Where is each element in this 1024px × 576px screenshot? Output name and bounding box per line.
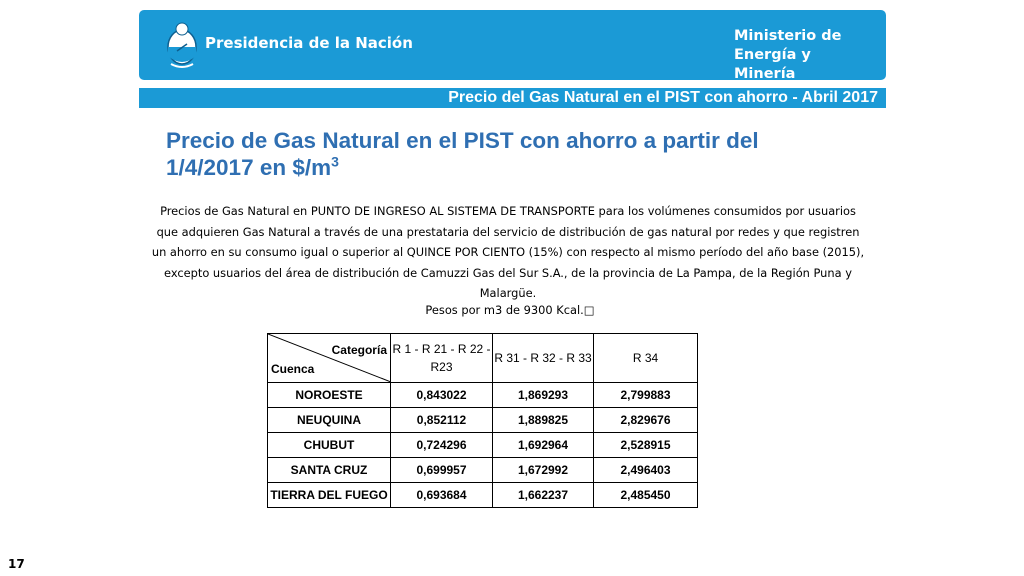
page-title: [166, 127, 846, 181]
header-banner: [139, 10, 886, 80]
price-cell: 1,672992: [493, 458, 594, 483]
units-note: Pesos por m3 de 9300 Kcal.□: [425, 303, 595, 317]
ministry-line-2: Energía y Minería: [734, 47, 811, 82]
price-cell: 1,662237: [493, 483, 594, 508]
price-cell: 1,692964: [493, 433, 594, 458]
subtitle-text: Precio del Gas Natural en el PIST con ahorro - Abril 2017: [448, 89, 878, 106]
price-cell: 0,852112: [391, 408, 493, 433]
table-header-row: [268, 334, 698, 383]
ministry-line-1: Ministerio de: [734, 28, 842, 44]
column-header: R 1 - R 21 - R 22 - R23: [391, 334, 493, 383]
subtitle-bar: [139, 88, 886, 108]
price-cell: 0,843022: [391, 383, 493, 408]
price-cell: 0,699957: [391, 458, 493, 483]
basin-cell: SANTA CRUZ: [268, 458, 391, 483]
table-corner-cell: [268, 334, 391, 383]
table-row: [268, 433, 698, 458]
description-paragraph: Precios de Gas Natural en PUNTO DE INGRESO AL SISTEMA DE TRANSPORTE para los volúmenes consumidos por usuarios que adquieren Gas Natural a través de una prestataria del servicio de distribución de gas natural por redes y que registren un ahorro en su consumo igual o superior al QUINCE POR CIENTO (15%) con respecto al mismo período del año base (2015), excepto usuarios del área de distribución de Camuzzi Gas del Sur S.A., de la provincia de La Pampa, de la Región Puna y Malargüe.: [151, 204, 865, 300]
column-header: R 34: [594, 334, 698, 383]
table-row: [268, 483, 698, 508]
units-text: Pesos por m3 de 9300 Kcal.: [425, 303, 584, 317]
basin-cell: CHUBUT: [268, 433, 391, 458]
national-crest-icon: [165, 20, 199, 70]
price-cell: 1,889825: [493, 408, 594, 433]
corner-basin-label: Cuenca: [271, 362, 315, 376]
column-header: R 31 - R 32 - R 33: [493, 334, 594, 383]
price-cell: 0,693684: [391, 483, 493, 508]
price-cell: 1,869293: [493, 383, 594, 408]
basin-cell: TIERRA DEL FUEGO: [268, 483, 391, 508]
corner-category-label: Categoría: [331, 343, 387, 357]
price-cell: 2,829676: [594, 408, 698, 433]
price-cell: 2,799883: [594, 383, 698, 408]
basin-cell: NOROESTE: [268, 383, 391, 408]
price-cell: 2,528915: [594, 433, 698, 458]
price-cell: 0,724296: [391, 433, 493, 458]
table-row: [268, 383, 698, 408]
title-text: Precio de Gas Natural en el PIST con ahorro a partir del 1/4/2017 en $/m: [166, 128, 759, 180]
table-row: [268, 408, 698, 433]
price-cell: 2,496403: [594, 458, 698, 483]
page-number: 17: [8, 557, 25, 571]
ministry-logo-text: [734, 27, 858, 84]
price-table: [267, 333, 698, 508]
basin-cell: NEUQUINA: [268, 408, 391, 433]
title-superscript: 3: [331, 153, 339, 170]
presidency-logo-text: Presidencia de la Nación: [205, 34, 413, 52]
price-cell: 2,485450: [594, 483, 698, 508]
table-row: [268, 458, 698, 483]
